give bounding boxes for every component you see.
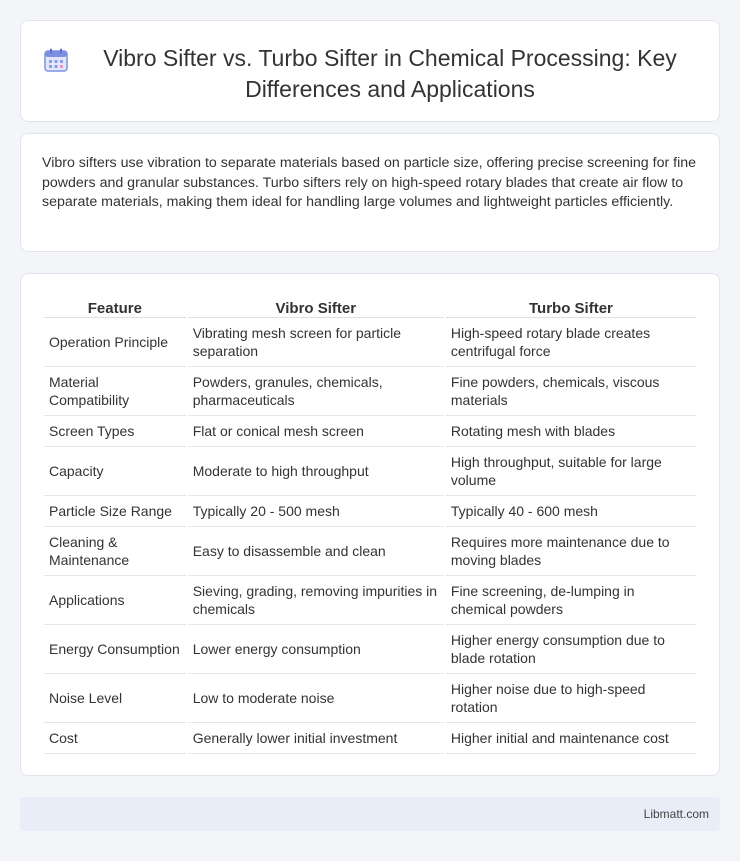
feature-cell: Particle Size Range	[44, 496, 186, 527]
vibro-cell: Low to moderate noise	[188, 674, 444, 723]
turbo-cell: High throughput, suitable for large volume	[446, 447, 696, 496]
turbo-cell: Higher energy consumption due to blade rotation	[446, 625, 696, 674]
table-row	[44, 367, 696, 416]
comparison-table	[42, 294, 698, 754]
feature-cell: Cleaning & Maintenance	[44, 527, 186, 576]
vibro-cell: Generally lower initial investment	[188, 723, 444, 754]
vibro-cell: Powders, granules, chemicals, pharmaceuticals	[188, 367, 444, 416]
table-row	[44, 447, 696, 496]
feature-cell: Noise Level	[44, 674, 186, 723]
feature-cell: Screen Types	[44, 416, 186, 447]
turbo-cell: High-speed rotary blade creates centrifugal force	[446, 318, 696, 367]
vibro-cell: Flat or conical mesh screen	[188, 416, 444, 447]
vibro-cell: Sieving, grading, removing impurities in chemicals	[188, 576, 444, 625]
footer	[20, 797, 720, 831]
table-row	[44, 318, 696, 367]
feature-cell: Operation Principle	[44, 318, 186, 367]
turbo-cell: Higher initial and maintenance cost	[446, 723, 696, 754]
page-title: Vibro Sifter vs. Turbo Sifter in Chemical Processing: Key Differences and Applications	[103, 45, 677, 102]
feature-cell: Cost	[44, 723, 186, 754]
feature-cell: Applications	[44, 576, 186, 625]
vibro-cell: Vibrating mesh screen for particle separation	[188, 318, 444, 367]
table-row	[44, 674, 696, 723]
turbo-cell: Fine powders, chemicals, viscous materials	[446, 367, 696, 416]
vibro-cell: Easy to disassemble and clean	[188, 527, 444, 576]
intro-paragraph: Vibro sifters use vibration to separate materials based on particle size, offering precise screening for fine powders and granular substances. Turbo sifters rely on high-speed rotary blades that create air flow to separate materials, making them ideal for handling large volumes and lightweight particles efficiently.	[42, 155, 697, 210]
table-row	[44, 416, 696, 447]
table-row	[44, 723, 696, 754]
comparison-card	[20, 273, 720, 776]
turbo-cell: Typically 40 - 600 mesh	[446, 496, 696, 527]
footer-site-link[interactable]: Libmatt.com	[643, 807, 709, 821]
intro-card	[20, 133, 720, 252]
feature-cell: Material Compatibility	[44, 367, 186, 416]
table-row	[44, 576, 696, 625]
title-card	[20, 20, 720, 122]
table-header-row	[44, 294, 696, 318]
header-vibro-sifter: Vibro Sifter	[188, 294, 444, 318]
header-feature: Feature	[44, 294, 186, 318]
header-turbo-sifter: Turbo Sifter	[446, 294, 696, 318]
turbo-cell: Fine screening, de-lumping in chemical powders	[446, 576, 696, 625]
table-row	[44, 496, 696, 527]
turbo-cell: Higher noise due to high-speed rotation	[446, 674, 696, 723]
vibro-cell: Typically 20 - 500 mesh	[188, 496, 444, 527]
feature-cell: Energy Consumption	[44, 625, 186, 674]
feature-cell: Capacity	[44, 447, 186, 496]
turbo-cell: Requires more maintenance due to moving blades	[446, 527, 696, 576]
table-row	[44, 625, 696, 674]
vibro-cell: Lower energy consumption	[188, 625, 444, 674]
table-row	[44, 527, 696, 576]
turbo-cell: Rotating mesh with blades	[446, 416, 696, 447]
vibro-cell: Moderate to high throughput	[188, 447, 444, 496]
